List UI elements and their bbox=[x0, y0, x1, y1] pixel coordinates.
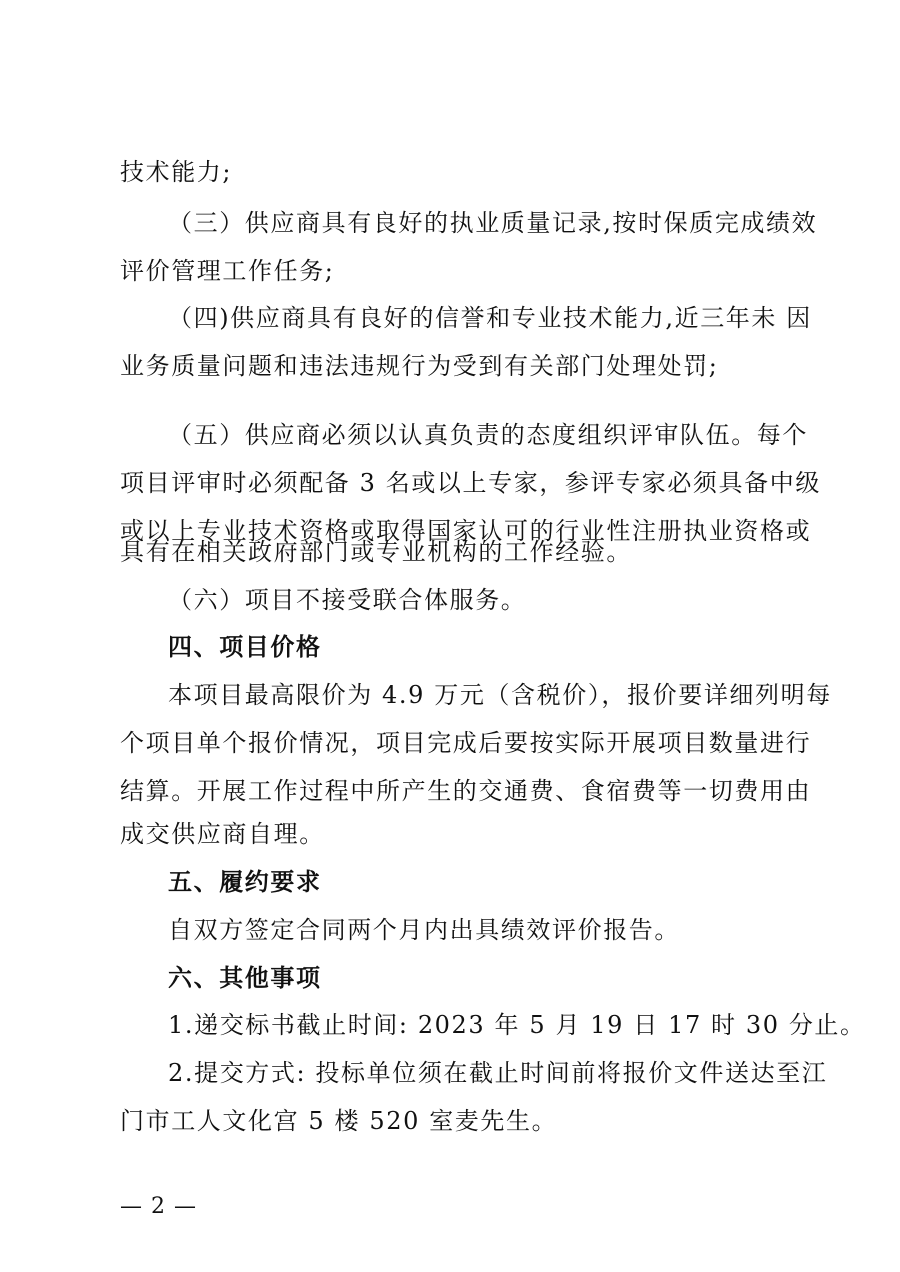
paragraph-line: 个项目单个报价情况，项目完成后要按实际开展项目数量进行 bbox=[120, 729, 812, 757]
paragraph-line: 自双方签定合同两个月内出具绩效评价报告。 bbox=[168, 916, 680, 944]
clause-4: （四)供应商具有良好的信誉和专业技术能力,近三年未 因 bbox=[168, 304, 812, 332]
deadline-line: 1.递交标书截止时间: 2023 年 5 月 19 日 17 时 30 分止。 bbox=[168, 1011, 866, 1039]
paragraph-line: 项目评审时必须配备 3 名或以上专家，参评专家必须具备中级 bbox=[120, 469, 821, 497]
clause-6: （六）项目不接受联合体服务。 bbox=[168, 586, 527, 614]
page-number: — 2 — bbox=[120, 1194, 197, 1219]
section-heading-price: 四、项目价格 bbox=[168, 633, 322, 661]
paragraph-line: 具有在相关政府部门或专业机构的工作经验。 bbox=[120, 538, 632, 566]
submission-line: 2.提交方式: 投标单位须在截止时间前将报价文件送达至江 bbox=[168, 1059, 828, 1087]
paragraph-line: 评价管理工作任务; bbox=[120, 257, 335, 285]
paragraph-line: 本项目最高限价为 4.9 万元（含税价），报价要详细列明每 bbox=[168, 681, 832, 709]
paragraph-line: 门市工人文化宫 5 楼 520 室麦先生。 bbox=[120, 1107, 558, 1135]
paragraph-line: 业务质量问题和违法违规行为受到有关部门处理处罚; bbox=[120, 352, 719, 380]
clause-5: （五）供应商必须以认真负责的态度组织评审队伍。每个 bbox=[168, 421, 808, 449]
paragraph-line: 结算。开展工作过程中所产生的交通费、食宿费等一切费用由 bbox=[120, 777, 812, 805]
paragraph-line: 技术能力; bbox=[120, 158, 233, 186]
clause-3: （三）供应商具有良好的执业质量记录,按时保质完成绩效 bbox=[168, 209, 818, 237]
paragraph-line: 或以上专业技术资格或取得国家认可的行业性注册执业资格或 bbox=[120, 517, 812, 545]
section-heading-other: 六、其他事项 bbox=[168, 964, 322, 992]
paragraph-line: 成交供应商自理。 bbox=[120, 820, 325, 848]
section-heading-performance: 五、履约要求 bbox=[168, 868, 322, 896]
